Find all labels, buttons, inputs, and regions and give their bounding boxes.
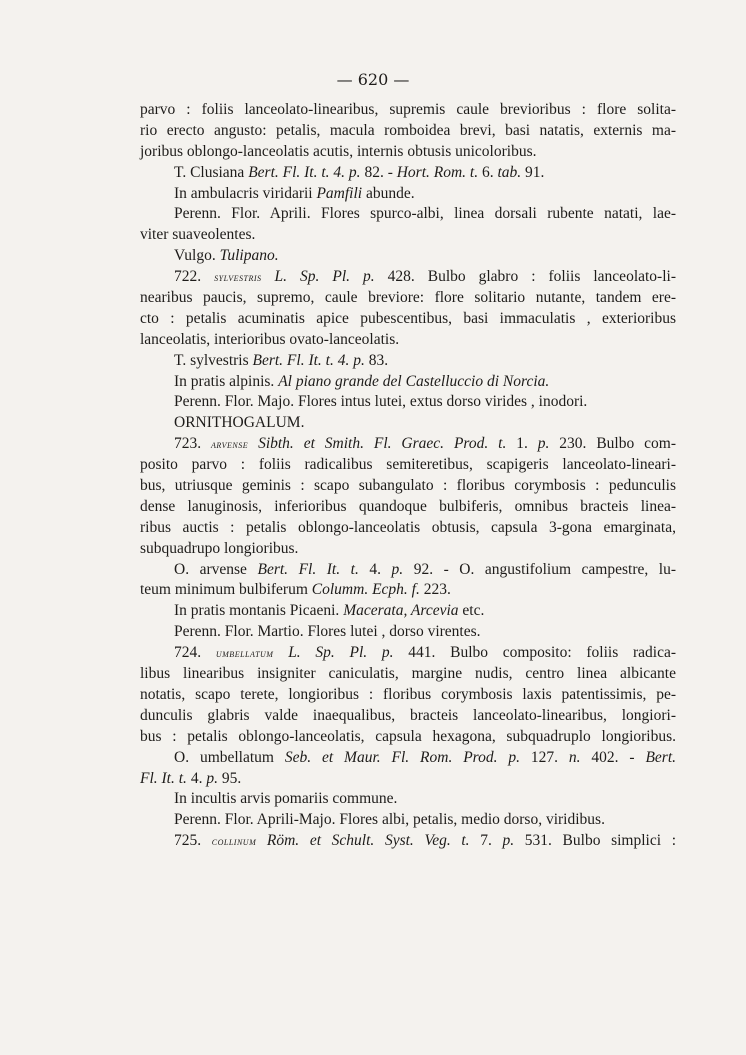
- text-line: ribus auctis : petalis oblongo-lanceolatis obtusis, capsula 3-gona emarginata,: [140, 518, 676, 536]
- text-line: dunculis glabris valde inaequalibus, bracteis lanceolato-linearibus, longiori-: [140, 706, 676, 724]
- species-name: umbellatum: [215, 646, 274, 661]
- citation-italic: p.: [502, 832, 515, 850]
- citation-italic: Pamfili: [316, 184, 363, 202]
- text-line: joribus oblongo-lanceolatis acutis, internis obtusis unicoloribus.: [140, 142, 537, 160]
- text-line: 722. sylvestris L. Sp. Pl. p. 428. Bulbo glabro : foliis lanceolato-li-: [174, 268, 676, 286]
- species-name: sylvestris: [214, 270, 262, 285]
- citation-italic: Seb. et Maur. Fl. Rom. Prod. p.: [284, 748, 521, 766]
- citation-italic: p.: [391, 560, 404, 578]
- text-line: 723. arvense Sibth. et Smith. Fl. Graec. Prod. t. 1. p. 230. Bulbo com-: [174, 435, 676, 453]
- text-line: bus : petalis oblongo-lanceolatis, capsula hexagona, subquadruplo longioribus.: [140, 727, 676, 745]
- text-line: T. Clusiana Bert. Fl. It. t. 4. p. 82. - Hort. Rom. t. 6. tab. 91.: [174, 163, 545, 181]
- text-line: In pratis montanis Picaeni. Macerata, Arcevia etc.: [174, 602, 485, 620]
- text-line: In incultis arvis pomariis commune.: [174, 790, 398, 808]
- text-line: O. umbellatum Seb. et Maur. Fl. Rom. Prod. p. 127. n. 402. - Bert.: [174, 748, 676, 766]
- text-line: In pratis alpinis. Al piano grande del Castelluccio di Norcia.: [174, 372, 550, 390]
- text-line: subquadrupo longioribus.: [140, 539, 299, 557]
- species-name: arvense: [211, 437, 249, 452]
- citation-italic: Fl. It. t.: [140, 769, 187, 787]
- text-line: O. arvense Bert. Fl. It. t. 4. p. 92. - O. angustifolium campestre, lu-: [174, 560, 676, 578]
- text-line: cto : petalis acuminatis apice pubescentibus, basi immaculatis , exterioribus: [140, 309, 676, 327]
- text-line: Perenn. Flor. Majo. Flores intus lutei, extus dorso virides , inodori.: [174, 393, 588, 411]
- citation-italic: p.: [537, 435, 550, 453]
- citation-italic: Bert. Fl. It. t.: [257, 560, 359, 578]
- citation-italic: Röm. et Schult. Syst. Veg. t.: [266, 832, 470, 850]
- text-line: In ambulacris viridarii Pamfili abunde.: [174, 184, 415, 202]
- text-line: viter suaveolentes.: [140, 226, 256, 244]
- text-line: 725. collinum Röm. et Schult. Syst. Veg. t. 7. p. 531. Bulbo simplici :: [174, 832, 676, 850]
- text-line: T. sylvestris Bert. Fl. It. t. 4. p. 83.: [174, 351, 389, 369]
- text-line: bus, utriusque geminis : scapo subangulato : floribus corymbosis : pedunculis: [140, 477, 676, 495]
- citation-italic: Bert. Fl. It. t. 4. p.: [248, 163, 361, 181]
- text-line: Perenn. Flor. Aprili-Majo. Flores albi, petalis, medio dorso, viridibus.: [174, 811, 605, 829]
- page-number: — 620 —: [336, 70, 410, 89]
- citation-italic: Al piano grande del Castelluccio di Norcia.: [278, 372, 550, 390]
- citation-italic: L. Sp. Pl. p.: [288, 644, 394, 662]
- citation-italic: Bert. Fl. It. t. 4. p.: [252, 351, 365, 369]
- text-line: notatis, scapo terete, longioribus : floribus corymbosis laxis patentissimis, pe-: [140, 685, 676, 703]
- citation-italic: Sibth. et Smith. Fl. Graec. Prod. t.: [258, 435, 507, 453]
- text-block: [140, 100, 676, 852]
- citation-italic: Tulipano.: [219, 247, 279, 265]
- citation-italic: L. Sp. Pl. p.: [274, 268, 375, 286]
- citation-italic: Bert.: [645, 748, 676, 766]
- species-name: collinum: [211, 834, 257, 849]
- text-line: teum minimum bulbiferum Columm. Ecph. f. 223.: [140, 581, 451, 599]
- text-line: posito parvo : foliis radicalibus semiteretibus, scapigeris lanceolato-lineari-: [140, 456, 676, 474]
- citation-italic: p.: [206, 769, 218, 787]
- text-line: parvo : foliis lanceolato-linearibus, supremis caule brevioribus : flore solita-: [140, 101, 676, 118]
- text-line: libus linearibus insigniter caniculatis, margine nudis, centro linea albicante: [140, 665, 676, 683]
- text-line: Fl. It. t. 4. p. 95.: [140, 769, 242, 787]
- citation-italic: n.: [568, 748, 581, 766]
- text-line: lanceolatis, interioribus ovato-lanceolatis.: [140, 330, 400, 348]
- text-line: Perenn. Flor. Martio. Flores lutei , dorso virentes.: [174, 623, 481, 641]
- citation-italic: Hort. Rom. t.: [396, 163, 479, 181]
- text-line: dense lanuginosis, inferioribus quandoque bulbiferis, omnibus bracteis linea-: [140, 497, 676, 515]
- text-line: Vulgo. Tulipano.: [174, 247, 279, 265]
- text-line: Perenn. Flor. Aprili. Flores spurco-albi, linea dorsali rubente natati, lae-: [174, 205, 676, 223]
- text-line: rio erecto angusto: petalis, macula romboidea brevi, basi natatis, externis ma-: [140, 121, 676, 139]
- citation-italic: tab.: [497, 163, 522, 181]
- text-line: nearibus paucis, supremo, caule breviore: flore solitario nutante, tandem ere-: [140, 289, 676, 307]
- section-heading: ORNITHOGALUM.: [174, 414, 305, 432]
- citation-italic: Macerata, Arcevia: [343, 602, 459, 620]
- citation-italic: Columm. Ecph. f.: [311, 581, 420, 599]
- text-line: 724. umbellatum L. Sp. Pl. p. 441. Bulbo composito: foliis radica-: [174, 644, 676, 662]
